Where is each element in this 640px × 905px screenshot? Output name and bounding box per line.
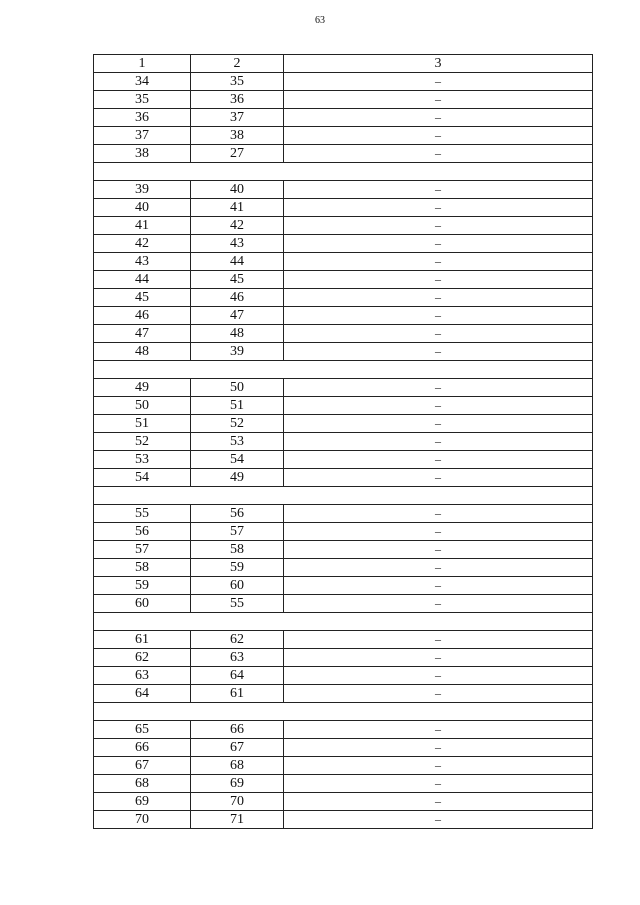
table-cell-col2: 49: [191, 469, 284, 487]
table-cell-col1: 40: [94, 199, 191, 217]
table-cell-col2: 70: [191, 793, 284, 811]
table-cell-col1: 42: [94, 235, 191, 253]
table-cell-col1: 41: [94, 217, 191, 235]
table-cell-col1: 58: [94, 559, 191, 577]
table-cell-col3: –: [284, 181, 593, 199]
table-cell-col1: 62: [94, 649, 191, 667]
table-row: [94, 757, 593, 775]
table-row: [94, 217, 593, 235]
table-cell-col2: 59: [191, 559, 284, 577]
table-row: [94, 145, 593, 163]
table-cell-col1: 34: [94, 73, 191, 91]
table-cell-col1: 63: [94, 667, 191, 685]
table-row: [94, 253, 593, 271]
table-cell-col3: –: [284, 325, 593, 343]
table-cell-col3: –: [284, 595, 593, 613]
table-cell-col3: –: [284, 433, 593, 451]
table-cell-col2: 53: [191, 433, 284, 451]
table-cell-col3: –: [284, 235, 593, 253]
table-cell-col2: 61: [191, 685, 284, 703]
table-row: [94, 721, 593, 739]
table-cell-col2: 66: [191, 721, 284, 739]
table-cell-col2: 50: [191, 379, 284, 397]
table-cell-col3: –: [284, 469, 593, 487]
table-row: [94, 595, 593, 613]
table-cell-col1: 36: [94, 109, 191, 127]
table-cell-col3: –: [284, 721, 593, 739]
table-cell-col2: 38: [191, 127, 284, 145]
table-cell-col3: –: [284, 523, 593, 541]
table-cell-col2: 63: [191, 649, 284, 667]
table-row: [94, 109, 593, 127]
table-cell-col2: 44: [191, 253, 284, 271]
table-cell-col1: 47: [94, 325, 191, 343]
table-cell-col2: 48: [191, 325, 284, 343]
table-cell-col2: 52: [191, 415, 284, 433]
table-cell-col1: 65: [94, 721, 191, 739]
table-row: [94, 451, 593, 469]
table-row: [94, 469, 593, 487]
table-row: [94, 235, 593, 253]
table-cell-col3: –: [284, 91, 593, 109]
table-row: [94, 811, 593, 829]
table-cell-col1: 61: [94, 631, 191, 649]
group-separator-row: [94, 361, 593, 379]
table-cell-col3: –: [284, 685, 593, 703]
table-row: [94, 775, 593, 793]
table-cell-col2: 58: [191, 541, 284, 559]
table-cell-col2: 47: [191, 307, 284, 325]
table-row: [94, 415, 593, 433]
table-cell-col1: 69: [94, 793, 191, 811]
table-cell-col3: –: [284, 379, 593, 397]
table-cell-col3: –: [284, 739, 593, 757]
table-cell-col2: 27: [191, 145, 284, 163]
table-cell-col2: 36: [191, 91, 284, 109]
table-row: [94, 685, 593, 703]
table-cell-col3: –: [284, 775, 593, 793]
table-cell-col3: –: [284, 541, 593, 559]
table-cell-col1: 46: [94, 307, 191, 325]
table-cell-col3: –: [284, 667, 593, 685]
table-cell-col2: 55: [191, 595, 284, 613]
table-body: [94, 55, 593, 829]
table-cell-col2: 62: [191, 631, 284, 649]
table-cell-col1: 51: [94, 415, 191, 433]
table-row: [94, 289, 593, 307]
table-cell-col1: 53: [94, 451, 191, 469]
table-row: [94, 343, 593, 361]
table-row: [94, 541, 593, 559]
table-cell-col3: –: [284, 577, 593, 595]
table-cell-col1: 48: [94, 343, 191, 361]
table-cell-col1: 56: [94, 523, 191, 541]
table-cell-col3: –: [284, 559, 593, 577]
table-cell-col3: –: [284, 199, 593, 217]
table-row: [94, 433, 593, 451]
table-cell-col1: 59: [94, 577, 191, 595]
table-cell-col3: –: [284, 253, 593, 271]
table-cell-col1: 55: [94, 505, 191, 523]
table-row: [94, 397, 593, 415]
table-row: [94, 325, 593, 343]
table-cell-col2: 57: [191, 523, 284, 541]
header-row: [94, 55, 593, 73]
table-row: [94, 631, 593, 649]
group-separator-row: [94, 487, 593, 505]
table-row: [94, 181, 593, 199]
table-row: [94, 649, 593, 667]
table-cell-col1: 37: [94, 127, 191, 145]
group-separator-cell: [94, 487, 593, 505]
page-number: 63: [315, 15, 325, 26]
table-cell-col1: 64: [94, 685, 191, 703]
table-cell-col3: –: [284, 397, 593, 415]
header-cell-3: 3: [284, 55, 593, 73]
table-row: [94, 127, 593, 145]
table-cell-col1: 54: [94, 469, 191, 487]
table-row: [94, 793, 593, 811]
table-cell-col3: –: [284, 793, 593, 811]
table-cell-col2: 39: [191, 343, 284, 361]
table-row: [94, 91, 593, 109]
table-cell-col2: 67: [191, 739, 284, 757]
group-separator-row: [94, 703, 593, 721]
table-cell-col3: –: [284, 73, 593, 91]
table-cell-col1: 68: [94, 775, 191, 793]
table-row: [94, 577, 593, 595]
group-separator-cell: [94, 163, 593, 181]
table-cell-col3: –: [284, 271, 593, 289]
table-row: [94, 307, 593, 325]
table-cell-col2: 42: [191, 217, 284, 235]
table-row: [94, 73, 593, 91]
table-cell-col3: –: [284, 127, 593, 145]
header-cell-1: 1: [94, 55, 191, 73]
table-cell-col2: 45: [191, 271, 284, 289]
table-row: [94, 559, 593, 577]
table-cell-col1: 38: [94, 145, 191, 163]
table-row: [94, 199, 593, 217]
table-cell-col2: 41: [191, 199, 284, 217]
table-cell-col3: –: [284, 757, 593, 775]
table-row: [94, 739, 593, 757]
group-separator-row: [94, 613, 593, 631]
table-cell-col1: 39: [94, 181, 191, 199]
table-cell-col3: –: [284, 505, 593, 523]
table-cell-col3: –: [284, 343, 593, 361]
table-row: [94, 667, 593, 685]
table-cell-col3: –: [284, 631, 593, 649]
table-cell-col2: 51: [191, 397, 284, 415]
table-cell-col3: –: [284, 145, 593, 163]
table-cell-col2: 60: [191, 577, 284, 595]
table-cell-col3: –: [284, 109, 593, 127]
table-cell-col2: 46: [191, 289, 284, 307]
table-cell-col3: –: [284, 217, 593, 235]
group-separator-cell: [94, 703, 593, 721]
table-cell-col2: 56: [191, 505, 284, 523]
table-row: [94, 523, 593, 541]
table-cell-col1: 66: [94, 739, 191, 757]
group-separator-cell: [94, 361, 593, 379]
table-cell-col1: 43: [94, 253, 191, 271]
table-cell-col1: 57: [94, 541, 191, 559]
table-cell-col2: 68: [191, 757, 284, 775]
table-cell-col2: 35: [191, 73, 284, 91]
table-row: [94, 505, 593, 523]
group-separator-cell: [94, 613, 593, 631]
table-cell-col2: 64: [191, 667, 284, 685]
table-cell-col1: 49: [94, 379, 191, 397]
table-cell-col3: –: [284, 415, 593, 433]
table-row: [94, 271, 593, 289]
table-cell-col3: –: [284, 289, 593, 307]
table-cell-col1: 60: [94, 595, 191, 613]
table-cell-col1: 35: [94, 91, 191, 109]
table-cell-col2: 71: [191, 811, 284, 829]
table-cell-col3: –: [284, 451, 593, 469]
table-cell-col3: –: [284, 307, 593, 325]
table-cell-col3: –: [284, 649, 593, 667]
table-cell-col2: 37: [191, 109, 284, 127]
table-cell-col1: 50: [94, 397, 191, 415]
group-separator-row: [94, 163, 593, 181]
table-cell-col1: 67: [94, 757, 191, 775]
table-cell-col1: 52: [94, 433, 191, 451]
table-cell-col1: 44: [94, 271, 191, 289]
table-cell-col2: 54: [191, 451, 284, 469]
table-row: [94, 379, 593, 397]
table-cell-col3: –: [284, 811, 593, 829]
header-cell-2: 2: [191, 55, 284, 73]
table-cell-col2: 40: [191, 181, 284, 199]
table-cell-col2: 43: [191, 235, 284, 253]
table-cell-col1: 70: [94, 811, 191, 829]
data-table: [93, 54, 593, 829]
table-cell-col1: 45: [94, 289, 191, 307]
table-cell-col2: 69: [191, 775, 284, 793]
